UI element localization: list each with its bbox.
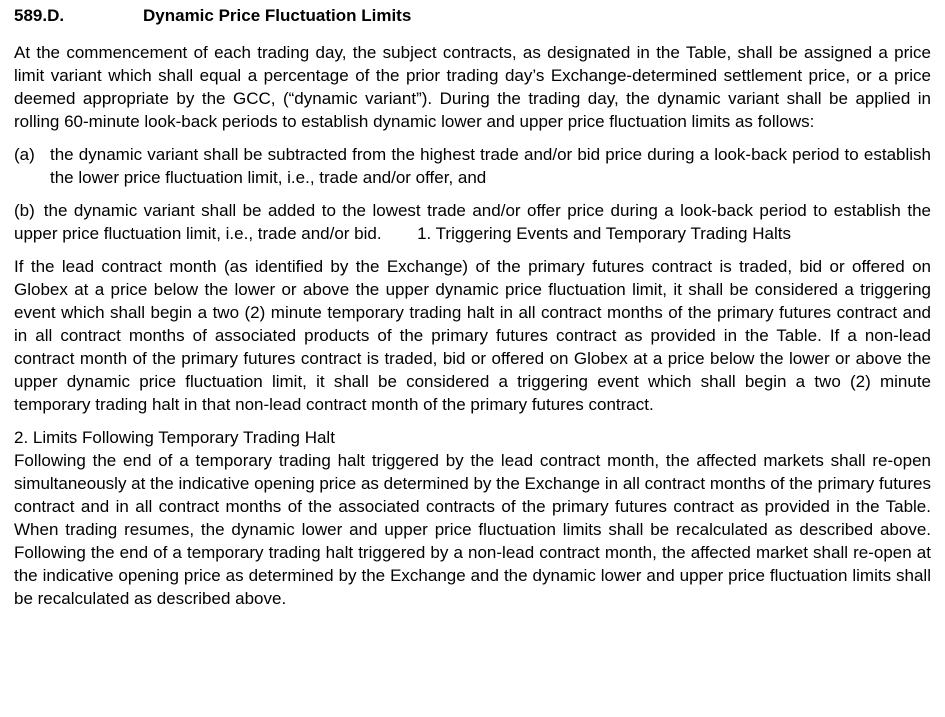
rule-title: Dynamic Price Fluctuation Limits bbox=[143, 6, 412, 25]
list-item-b-text: the dynamic variant shall be added to the lowest trade and/or offer price during a look-back period to establish the upper price fluctuation limit, i.e., trade and/or bid. bbox=[14, 201, 931, 243]
list-item-b-label: (b) bbox=[14, 201, 35, 220]
intro-paragraph: At the commencement of each trading day, the subject contracts, as designated in the Table, shall be assigned a price limit variant which shall equal a percentage of the prior trading day’s Exchange-determined settlement price, or a price deemed appropriate by the GCC, (“dynamic variant”). During the trading day, the dynamic variant shall be applied in rolling 60-minute look-back periods to establish dynamic lower and upper price fluctuation limits as follows: bbox=[14, 43, 931, 131]
list-item-a-label: (a) bbox=[14, 145, 35, 164]
rule-heading bbox=[14, 4, 931, 27]
section-2-heading: 2. Limits Following Temporary Trading Halt bbox=[14, 428, 335, 447]
section-1-body: If the lead contract month (as identified by the Exchange) of the primary futures contract is traded, bid or offered on Globex at a price below the lower or above the upper dynamic price fluctuation limit, it shall be considered a triggering event which shall begin a two (2) minute temporary trading halt in all contract months of the primary futures contract and in all contract months of associated products of the primary futures contract as provided in the Table. If a non-lead contract month of the primary futures contract is traded, bid or offered on Globex at a price below the lower or above the upper dynamic price fluctuation limit, it shall be considered a triggering event which shall begin a two (2) minute temporary trading halt in that non-lead contract month of the primary futures contract. bbox=[14, 257, 931, 414]
section-2-body: Following the end of a temporary trading halt triggered by the lead contract month, the affected markets shall re-open simultaneously at the indicative opening price as determined by the Exchange in all contract months of the primary futures contract and in all contract months of the associated contracts of the primary futures contract as provided in the Table. When trading resumes, the dynamic lower and upper price fluctuation limits shall be recalculated as described above. Following the end of a temporary trading halt triggered by a non-lead contract month, the affected market shall re-open at the indicative opening price as determined by the Exchange and the dynamic lower and upper price fluctuation limits shall be recalculated as described above. bbox=[14, 451, 931, 608]
list-item-b bbox=[14, 199, 931, 245]
list-item-a-text: the dynamic variant shall be subtracted from the highest trade and/or bid price during a look-back period to establish the lower price fluctuation limit, i.e., trade and/or offer, and bbox=[50, 145, 931, 187]
section-1-heading: 1. Triggering Events and Temporary Trading Halts bbox=[417, 224, 791, 243]
list-item-a bbox=[14, 143, 931, 189]
rule-number: 589.D. bbox=[14, 6, 65, 25]
